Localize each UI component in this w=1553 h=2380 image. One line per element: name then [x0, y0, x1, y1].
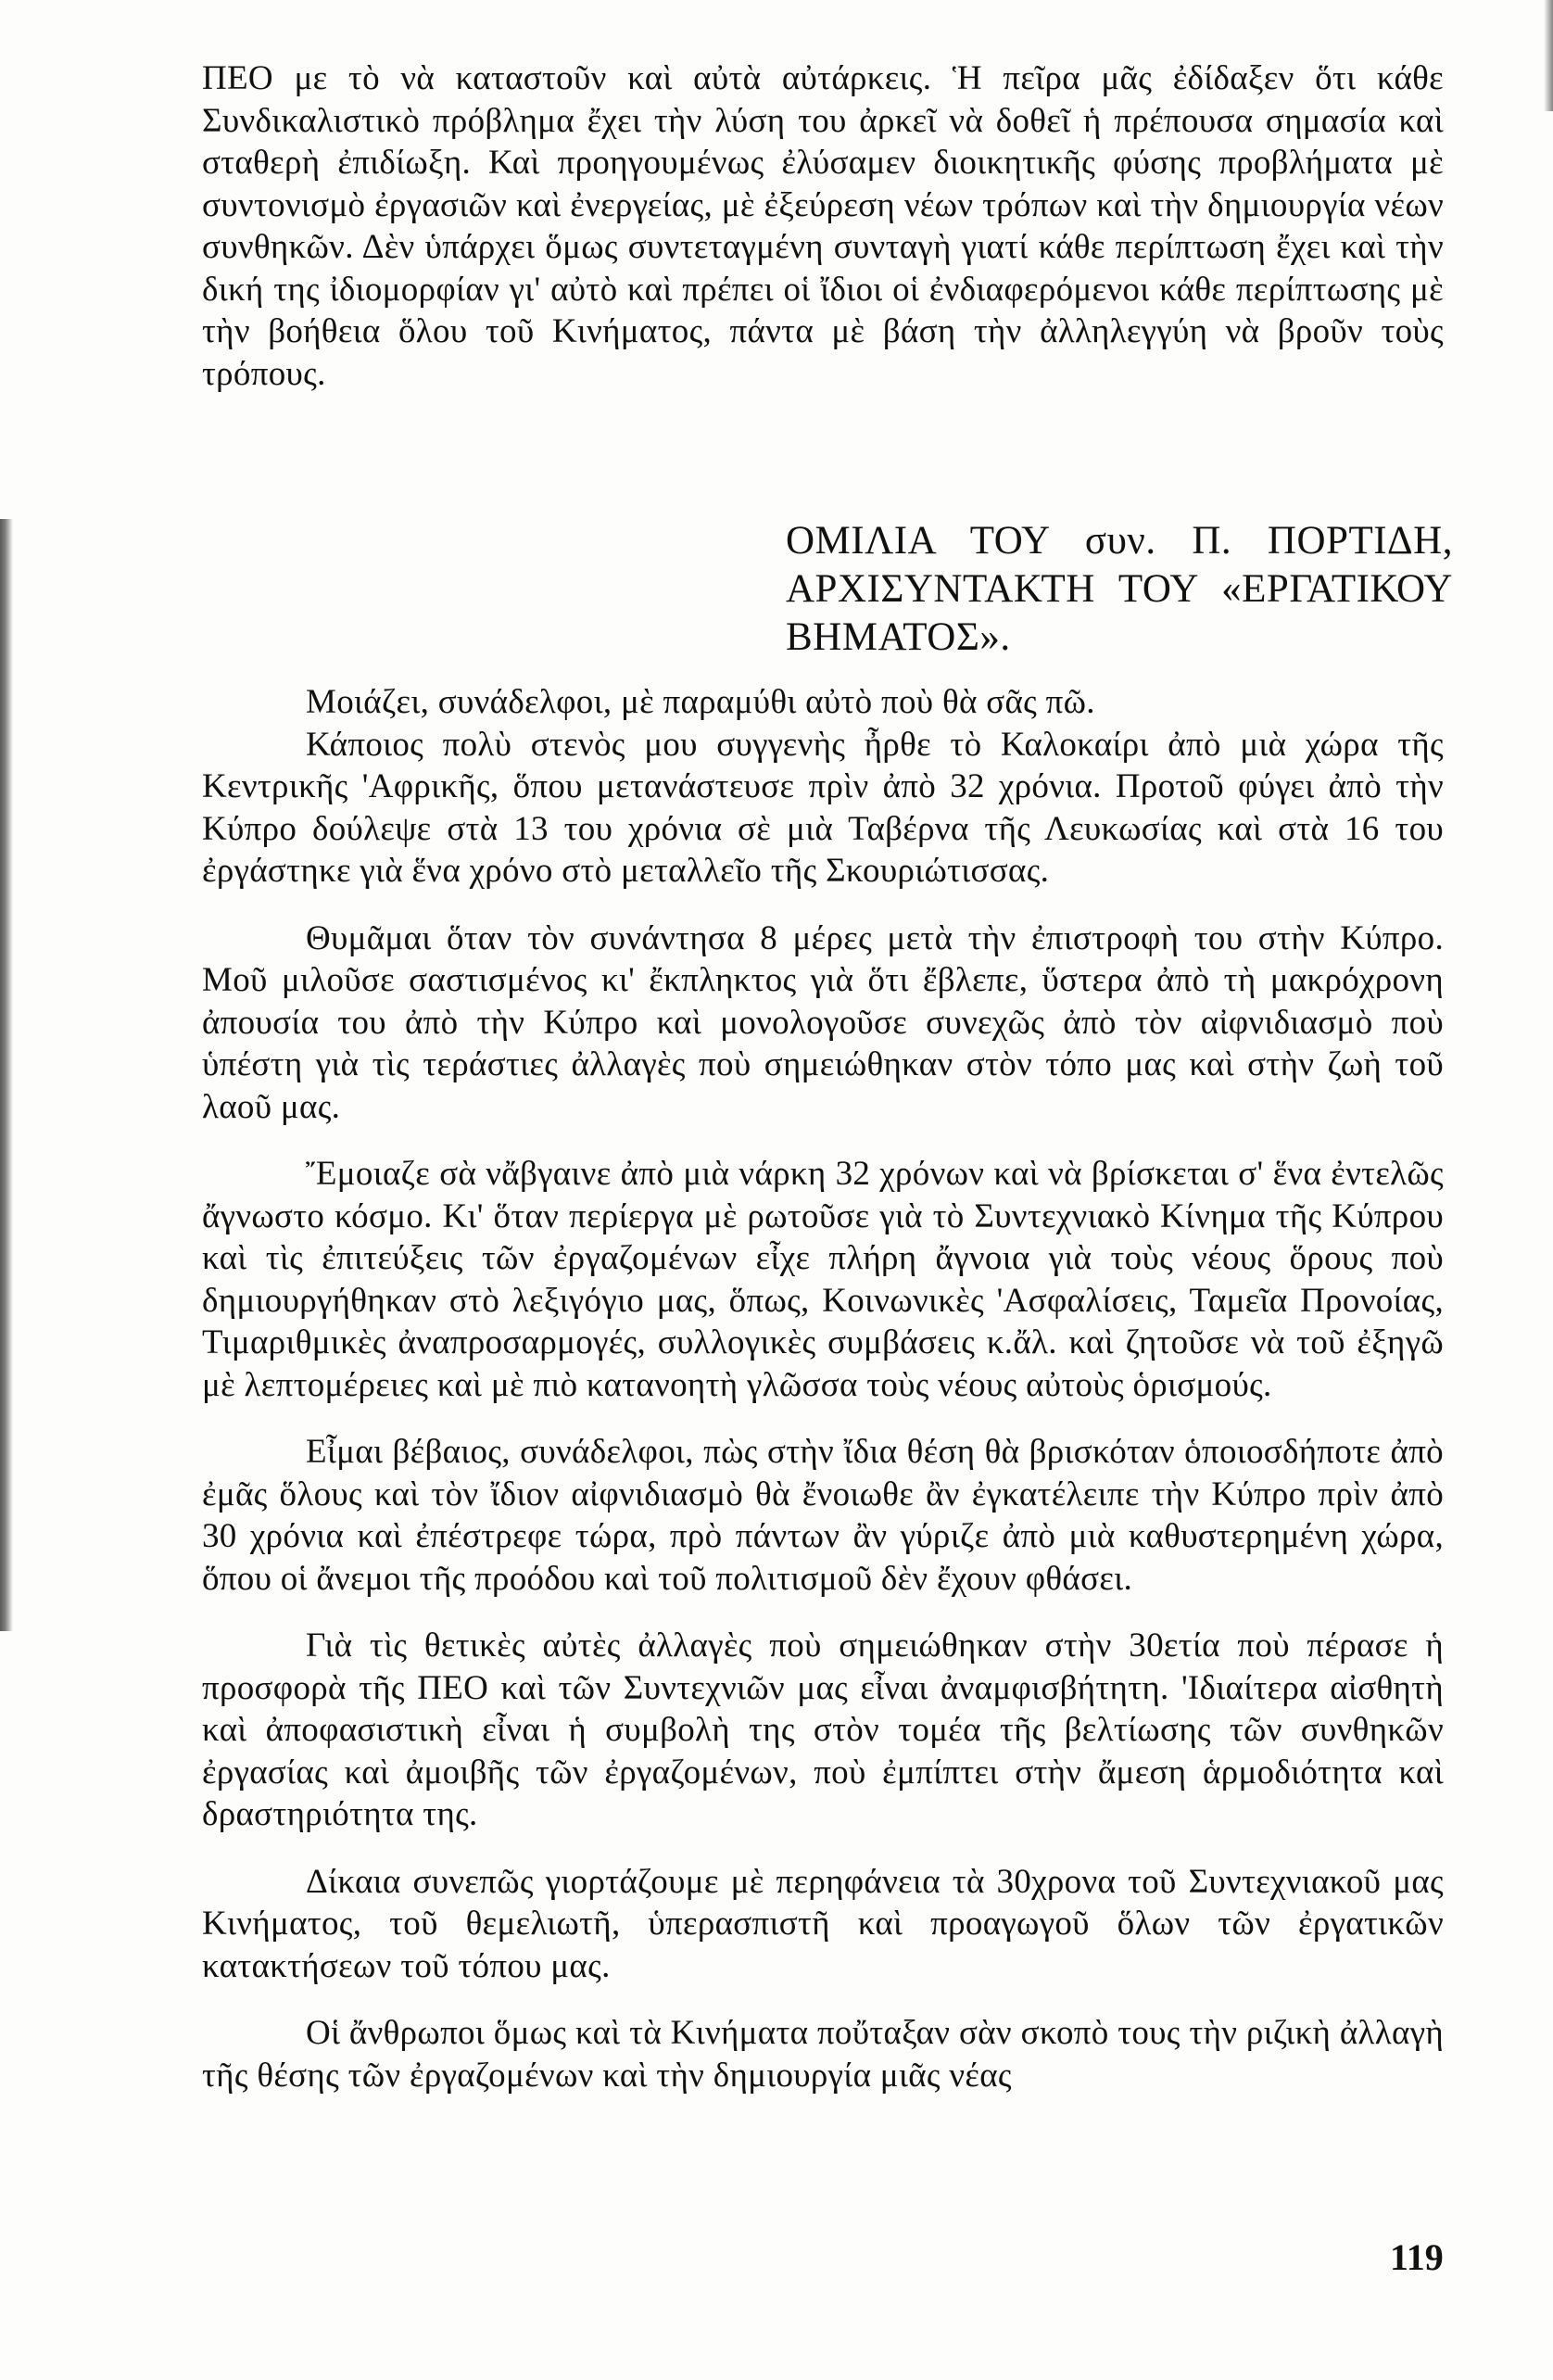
paragraph-gap: [202, 1406, 1444, 1431]
page-number: 119: [1390, 2236, 1444, 2278]
speech-body: [202, 681, 1444, 2096]
body-paragraph: Κάποιος πολὺ στενὸς μου συγγενὴς ἦρθε τὸ Καλοκαίρι ἀπὸ μιὰ χώρα τῆς Κεντρικῆς 'Αφρικῆς, ὅπου μετανάστευσε πρὶν ἀπὸ 32 χρόνια. Προτοῦ φύγει ἀπὸ τὴν Κύπρο δούλεψε στὰ 13 του χρόνια σὲ μιὰ Ταβέρνα τῆς Λευκωσίας καὶ στὰ 16 του ἐργάστηκε γιὰ ἕνα χρόνο στὸ μεταλλεῖο τῆς Σκουριώτισσας.: [202, 725, 1444, 890]
body-paragraph: Εἶμαι βέβαιος, συνάδελφοι, πὼς στὴν ἴδια θέση θὰ βρισκόταν ὁποιοσδήποτε ἀπὸ ἐμᾶς ὅλους καὶ τὸν ἴδιον αἰφνιδιασμὸ θὰ ἔνοιωθε ἂν ἐγκατέλειπε τὴν Κύπρο πρὶν ἀπὸ 30 χρόνια καὶ ἐπέστρεφε τώρα, πρὸ πάντων ἂν γύριζε ἀπὸ μιὰ καθυστερημένη χώρα, ὅπου οἱ ἄνεμοι τῆς προόδου καὶ τοῦ πολιτισμοῦ δὲν ἔχουν φθάσει.: [202, 1433, 1444, 1598]
body-paragraph: Θυμᾶμαι ὅταν τὸν συνάντησα 8 μέρες μετὰ τὴν ἐπιστροφὴ του στὴν Κύπρο. Μοῦ μιλοῦσε σαστισμένος κι' ἔκπληκτος γιὰ ὅτι ἔβλεπε, ὕστερα ἀπὸ τὴ μακρόχρονη ἀπουσία του ἀπὸ τὴν Κύπρο καὶ μονολογοῦσε συνεχῶς ἀπὸ τὸν αἰφνιδιασμὸ ποὺ ὑπέστη γιὰ τὶς τεράστιες ἀλλαγὲς ποὺ σημειώθηκαν στὸν τόπο μας καὶ στὴν ζωὴ τοῦ λαοῦ μας.: [202, 918, 1444, 1126]
body-paragraph: Δίκαια συνεπῶς γιορτάζουμε μὲ περηφάνεια τὰ 30χρονα τοῦ Συντεχνιακοῦ μας Κινήματος, τοῦ θεμελιωτῆ, ὑπερασπιστῆ καὶ προαγωγοῦ ὅλων τῶν ἐργατικῶν κατακτήσεων τοῦ τόπου μας.: [202, 1862, 1444, 1985]
paragraph-gap: [202, 1128, 1444, 1153]
paragraph-gap: [202, 892, 1444, 918]
body-paragraph: Μοιάζει, συνάδελφοι, μὲ παραμύθι αὐτὸ ποὺ θὰ σᾶς πῶ.: [306, 683, 1095, 721]
scan-corner-shadow: [1544, 0, 1553, 111]
body-paragraph: Ἔμοιαζε σὰ νἄβγαινε ἀπὸ μιὰ νάρκη 32 χρόνων καὶ νὰ βρίσκεται σ' ἕνα ἐντελῶς ἄγνωστο κόσμο. Κι' ὅταν περίεργα μὲ ρωτοῦσε γιὰ τὸ Συντεχνιακὸ Κίνημα τῆς Κύπρου καὶ τὶς ἐπιτεύξεις τῶν ἐργαζομένων εἶχε πλήρη ἄγνοια γιὰ τοὺς νέους ὅρους ποὺ δημιουργήθηκαν στὸ λεξιγόγιο μας, ὅπως, Κοινωνικὲς 'Ασφαλίσεις, Ταμεῖα Προνοίας, Τιμαριθμικὲς ἀναπροσαρμογές, συλλογικὲς συμβάσεις κ.ἄλ. καὶ ζητοῦσε νὰ τοῦ ἐξηγῶ μὲ λεπτομέρειες καὶ μὲ πιὸ κατανοητὴ γλῶσσα τοὺς νέους αὐτοὺς ὁρισμούς.: [202, 1155, 1444, 1404]
body-paragraph: Γιὰ τὶς θετικὲς αὐτὲς ἀλλαγὲς ποὺ σημειώθηκαν στὴν 30ετία ποὺ πέρασε ἡ προσφορὰ τῆς ΠΕΟ καὶ τῶν Συντεχνιῶν μας εἶναι ἀναμφισβήτητη. 'Ιδιαίτερα αἰσθητὴ καὶ ἀποφασιστικὴ εἶναι ἡ συμβολὴ της στὸν τομέα τῆς βελτίωσης τῶν συνθηκῶν ἐργασίας καὶ ἀμοιβῆς τῶν ἐργαζομένων, ποὺ ἐμπίπτει στὴν ἄμεση ἁρμοδιότητα καὶ δραστηριότητα της.: [202, 1627, 1444, 1833]
speech-heading: ΟΜΙΛΙΑ ΤΟΥ συν. Π. ΠΟΡΤΙΔΗ, ΑΡΧΙΣΥΝΤΑΚΤΗ ΤΟΥ «ΕΡΓΑΤΙΚΟΥ ΒΗΜΑΤΟΣ».: [786, 519, 1453, 659]
continuation-paragraph: ΠΕΟ με τὸ νὰ καταστοῦν καὶ αὐτὰ αὐτάρκεις. Ἡ πεῖρα μᾶς ἐδίδαξεν ὅτι κάθε Συνδικαλιστικὸ πρόβλημα ἔχει τὴν λύση του ἀρκεῖ νὰ δοθεῖ ἡ πρέπουσα σημασία καὶ σταθερὴ ἐπιδίωξη. Καὶ προηγουμένως ἐλύσαμεν διοικητικῆς φύσης προβλήματα μὲ συντονισμὸ ἐργασιῶν καὶ ἐνεργείας, μὲ ἐξεύρεση νέων τρόπων καὶ τὴν δημιουργία νέων συνθηκῶν. Δὲν ὑπάρχει ὅμως συντεταγμένη συνταγὴ γιατί κάθε περίπτωση ἔχει καὶ τὴν δική της ἰδιομορφίαν γι' αὐτὸ καὶ πρέπει οἱ ἴδιοι οἱ ἐνδιαφερόμενοι κάθε περίπτωσης μὲ τὴν βοήθεια ὅλου τοῦ Κινήματος, πάντα μὲ βάση τὴν ἀλληλεγγύη νὰ βροῦν τοὺς τρόπους.: [202, 59, 1444, 393]
scan-binding-shadow: [0, 519, 13, 1631]
continuation-block: [202, 57, 1444, 395]
paragraph-gap: [202, 1600, 1444, 1625]
paragraph-gap: [202, 1987, 1444, 2012]
paragraph-gap: [202, 1836, 1444, 1861]
body-paragraph: Οἱ ἄνθρωποι ὅμως καὶ τὰ Κινήματα ποὔταξαν σὰν σκοπὸ τους τὴν ριζικὴ ἀλλαγὴ τῆς θέσης τῶν ἐργαζομένων καὶ τὴν δημιουργία μιᾶς νέας: [202, 2014, 1444, 2095]
